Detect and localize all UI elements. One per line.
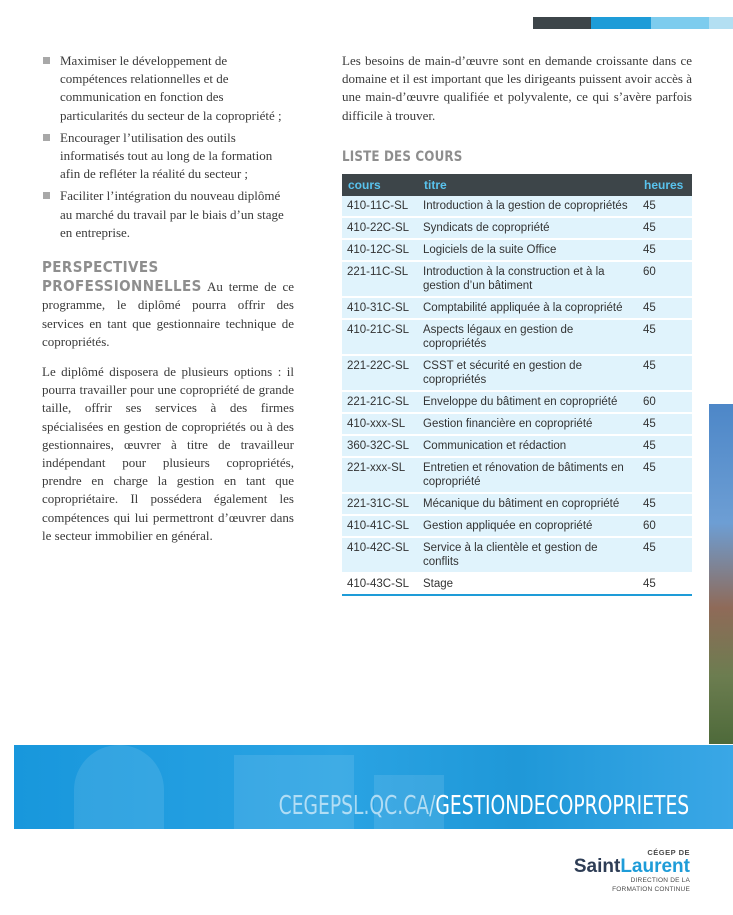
course-hours-cell: 45 — [638, 413, 692, 435]
table-row — [342, 493, 692, 515]
perspectives-text: Au terme de ce programme, le diplômé pourra offrir des services en tant que gestionnaire technique de copropriétés. — [42, 279, 294, 349]
website-banner — [14, 745, 733, 829]
course-code-cell: 410-21C-SL — [342, 319, 418, 355]
bullet-text: Maximiser le développement de compétences relationnelles et de communication en fonction des particularités du secteur de la copropriété ; — [60, 53, 282, 123]
course-hours-cell: 60 — [638, 515, 692, 537]
course-code-cell: 410-41C-SL — [342, 515, 418, 537]
objectives-list — [42, 52, 294, 242]
course-code-cell: 221-11C-SL — [342, 261, 418, 297]
course-title-cell: Introduction à la construction et à la gestion d’un bâtiment — [418, 261, 638, 297]
course-hours-cell: 45 — [638, 297, 692, 319]
course-hours-cell: 45 — [638, 239, 692, 261]
course-title-cell: Gestion financière en copropriété — [418, 413, 638, 435]
course-hours-cell: 45 — [638, 537, 692, 573]
course-hours-cell: 45 — [638, 355, 692, 391]
table-row — [342, 537, 692, 573]
cegep-logo — [574, 848, 690, 894]
course-title-cell: Enveloppe du bâtiment en copropriété — [418, 391, 638, 413]
bullet-text: Encourager l’utilisation des outils informatisés tout au long de la formation afin de refléter la réalité du secteur ; — [60, 129, 273, 182]
table-row — [342, 239, 692, 261]
course-hours-cell: 45 — [638, 319, 692, 355]
logo-subtitle-2: FORMATION CONTINUE — [612, 886, 690, 893]
table-row — [342, 355, 692, 391]
course-hours-cell: 45 — [638, 196, 692, 217]
banner-tree-shape — [74, 745, 164, 829]
course-code-cell: 410-42C-SL — [342, 537, 418, 573]
perspectives-paragraph — [42, 258, 294, 351]
course-code-cell: 221-22C-SL — [342, 355, 418, 391]
course-hours-cell: 45 — [638, 217, 692, 239]
course-title-cell: Entretien et rénovation de bâtiments en copropriété — [418, 457, 638, 493]
course-table — [342, 174, 692, 596]
left-column — [42, 52, 294, 545]
course-title-cell: Aspects légaux en gestion de copropriétés — [418, 319, 638, 355]
course-title-cell: Comptabilité appliquée à la copropriété — [418, 297, 638, 319]
logo-name — [574, 857, 690, 876]
table-row — [342, 413, 692, 435]
course-code-cell: 410-22C-SL — [342, 217, 418, 239]
logo-subtitle-1: DIRECTION DE LA — [630, 877, 690, 884]
course-list-title: LISTE DES COURS — [342, 148, 463, 165]
list-item — [42, 187, 294, 242]
course-code-cell: 410-31C-SL — [342, 297, 418, 319]
table-row — [342, 297, 692, 319]
course-title-cell: Gestion appliquée en copropriété — [418, 515, 638, 537]
right-column — [342, 52, 692, 596]
table-header-row — [342, 174, 692, 196]
course-hours-cell: 45 — [638, 457, 692, 493]
course-hours-cell: 45 — [638, 493, 692, 515]
header-titre: titre — [418, 174, 638, 196]
topbar-segment-dark — [533, 17, 591, 29]
building-photo — [709, 404, 733, 744]
course-title-cell: Logiciels de la suite Office — [418, 239, 638, 261]
bullet-square-icon — [43, 192, 50, 199]
table-row — [342, 573, 692, 595]
course-hours-cell: 45 — [638, 573, 692, 595]
list-item — [42, 52, 294, 125]
table-row — [342, 435, 692, 457]
logo-name-saint: Saint — [573, 856, 621, 877]
logo-name-laurent: Laurent — [620, 856, 690, 877]
website-url-link[interactable] — [278, 791, 689, 821]
table-row — [342, 391, 692, 413]
course-title-cell: CSST et sécurité en gestion de copropriétés — [418, 355, 638, 391]
top-color-strip — [533, 17, 733, 29]
course-hours-cell: 45 — [638, 435, 692, 457]
table-row — [342, 261, 692, 297]
intro-paragraph: Les besoins de main-d’œuvre sont en demande croissante dans ce domaine et il est important que les dirigeants puissent avoir accès à une main-d’œuvre qualifiée et polyvalente, ce qui s’avère parfois difficile à trouver. — [342, 53, 692, 123]
course-code-cell: 410-11C-SL — [342, 196, 418, 217]
course-code-cell: 221-21C-SL — [342, 391, 418, 413]
course-hours-cell: 60 — [638, 391, 692, 413]
table-row — [342, 319, 692, 355]
course-title-cell: Communication et rédaction — [418, 435, 638, 457]
bullet-square-icon — [43, 57, 50, 64]
topbar-segment-lightblue — [651, 17, 709, 29]
header-cours: cours — [342, 174, 418, 196]
url-path: GESTIONDECOPROPRIETES — [435, 791, 689, 821]
course-title-cell: Syndicats de copropriété — [418, 217, 638, 239]
url-domain: CEGEPSL.QC.CA/ — [278, 791, 436, 821]
topbar-segment-paleblue — [709, 17, 733, 29]
bullet-square-icon — [43, 134, 50, 141]
options-paragraph: Le diplômé disposera de plusieurs options : il pourra travailler pour une copropriété de grande taille, offrir ses services à des firmes spécialisées en gestion de copropriétés ou à des gestionnaires, œuvrer à titre de travailleur indépendant pour plusieurs copropriétés, prendre en charge la gestion en tant que copropriétaire. Il possédera également les compétences qui lui permettront d’œuvrer dans le secteur immobilier en général. — [42, 364, 294, 543]
course-code-cell: 410-12C-SL — [342, 239, 418, 261]
table-row — [342, 457, 692, 493]
course-title-cell: Stage — [418, 573, 638, 595]
perspectives-heading: PERSPECTIVES PROFESSIONNELLES — [42, 258, 202, 296]
course-title-cell: Mécanique du bâtiment en copropriété — [418, 493, 638, 515]
course-code-cell: 221-31C-SL — [342, 493, 418, 515]
course-code-cell: 410-xxx-SL — [342, 413, 418, 435]
bullet-text: Faciliter l’intégration du nouveau diplômé au marché du travail par le biais d’un stage en entreprise. — [60, 188, 284, 240]
table-row — [342, 196, 692, 217]
table-row — [342, 217, 692, 239]
course-hours-cell: 60 — [638, 261, 692, 297]
course-code-cell: 410-43C-SL — [342, 573, 418, 595]
logo-top-text: CÉGEP DE — [647, 848, 690, 857]
list-item — [42, 129, 294, 184]
course-title-cell: Introduction à la gestion de copropriétés — [418, 196, 638, 217]
course-table-body — [342, 196, 692, 595]
course-code-cell: 221-xxx-SL — [342, 457, 418, 493]
table-row — [342, 515, 692, 537]
header-heures: heures — [638, 174, 692, 196]
topbar-segment-blue — [591, 17, 651, 29]
course-title-cell: Service à la clientèle et gestion de conflits — [418, 537, 638, 573]
course-code-cell: 360-32C-SL — [342, 435, 418, 457]
